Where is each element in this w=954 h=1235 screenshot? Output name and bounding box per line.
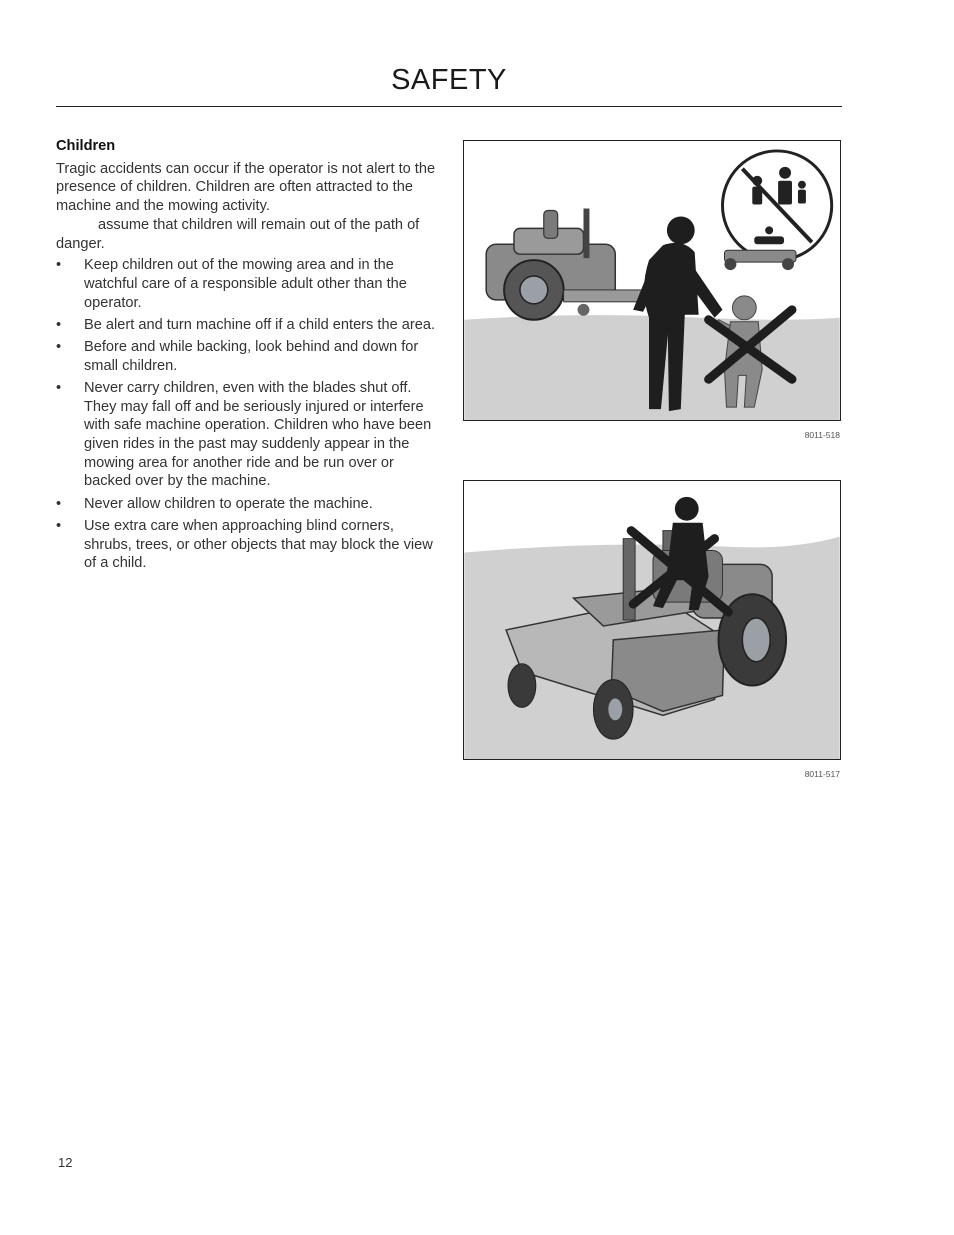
- bullet-text: Never carry children, even with the blades shut off. They may fall off and be seriously injured or interfere with safe machine operation. Children who have been given rides in the past may suddenly appear in the mowing area for another ride and be run over or backed over by the machine.: [84, 379, 432, 490]
- bullet-text: Never allow children to operate the machine.: [84, 495, 373, 512]
- intro-text-1: Tragic accidents can occur if the operator is not alert to the presence of children. Children are often attracted to the machine and the mowing activity.: [56, 160, 436, 215]
- bullet-text: Be alert and turn machine off if a child enters the area.: [84, 316, 435, 333]
- no-children-sign-icon: [722, 151, 831, 260]
- page-title: SAFETY: [391, 64, 507, 96]
- bullet-text: Before and while backing, look behind and down for small children.: [84, 339, 419, 374]
- text-column: [56, 137, 436, 576]
- bullet-text: Use extra care when approaching blind corners, shrubs, trees, or other objects that may block the view of a child.: [84, 517, 433, 572]
- intro-text-2: assume that children will remain out of the path of danger.: [56, 216, 420, 252]
- list-item: • Keep children out of the mowing area and in the watchful care of a responsible adult other than the operator.: [56, 257, 407, 311]
- figure-no-child-riders: [463, 480, 841, 760]
- list-item: • Never carry children, even with the blades shut off. They may fall off and be seriously injured or interfere with safe machine operation. Children who have been given rides in the past may suddenly appear in the mowing area for another ride and be run over or backed over by the machine.: [56, 379, 432, 490]
- header-rule: [56, 106, 842, 107]
- list-item: • Be alert and turn machine off if a child enters the area.: [56, 316, 435, 333]
- figure-code: 8011-517: [804, 769, 840, 779]
- intro-paragraph: [56, 160, 436, 254]
- page-number: 12: [58, 1155, 73, 1170]
- list-item: • Before and while backing, look behind and down for small children.: [56, 339, 419, 374]
- section-heading: Children: [56, 138, 116, 154]
- mower-wheel-icon: [724, 250, 795, 270]
- list-item: • Use extra care when approaching blind corners, shrubs, trees, or other objects that may block the view of a child.: [56, 517, 433, 572]
- bullet-text: Keep children out of the mowing area and in the watchful care of a responsible adult other than the operator.: [84, 257, 407, 311]
- list-item: • Never allow children to operate the machine.: [56, 495, 373, 512]
- figure-children-near-mower: [463, 140, 841, 421]
- figure-code: 8011-518: [804, 430, 840, 440]
- safety-bullet-list: [56, 256, 436, 573]
